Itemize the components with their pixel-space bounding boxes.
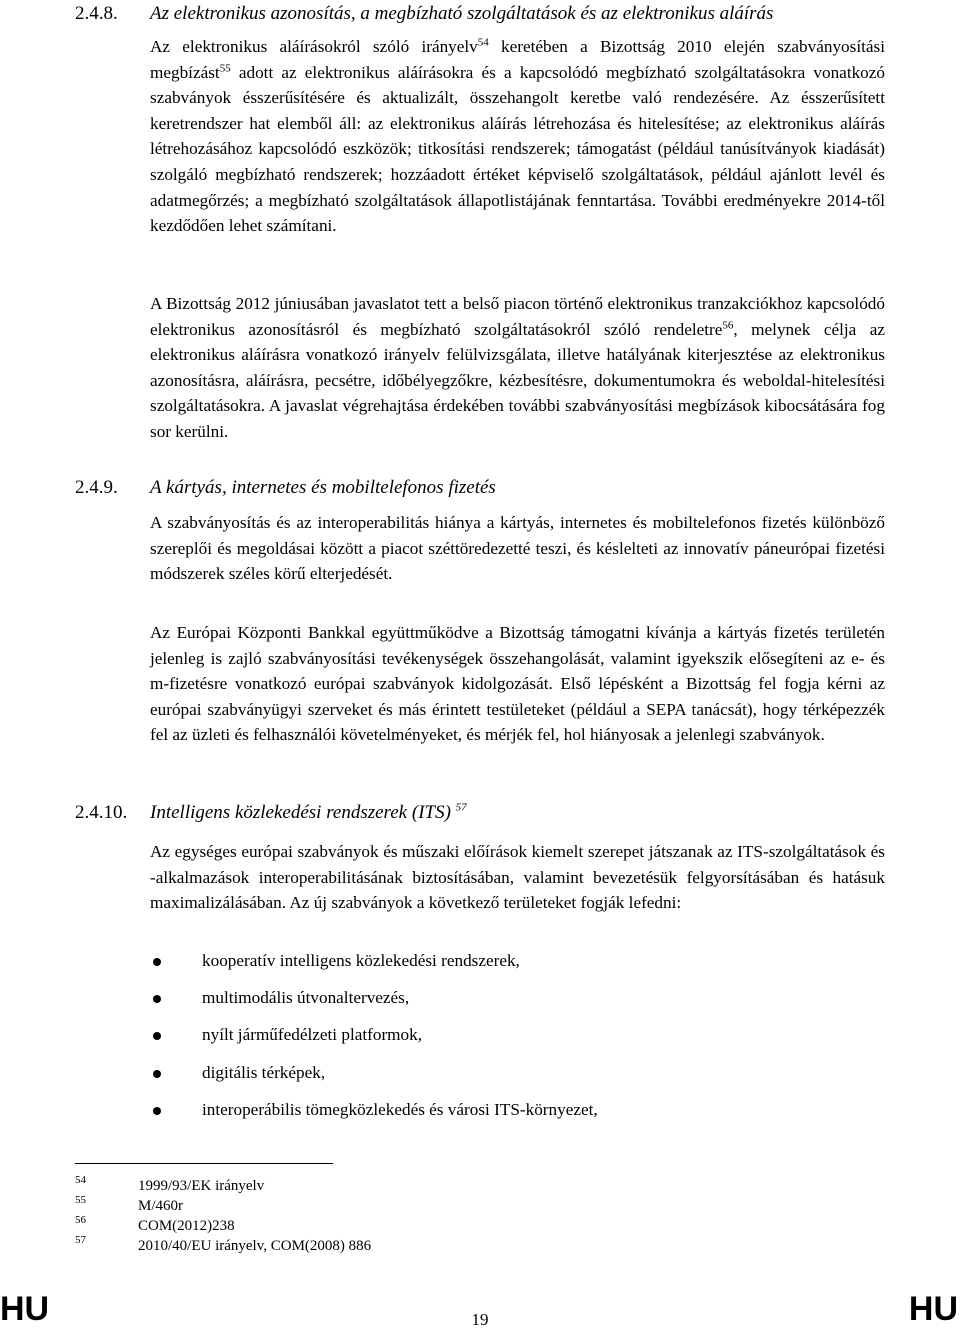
footnote-ref-55[interactable]: 55 (219, 61, 231, 74)
bullet-icon (153, 1107, 161, 1115)
section-title: A kártyás, internetes és mobiltelefonos fizetés (150, 477, 496, 498)
paragraph-eid-regulation: A Bizottság 2012 júniusában javaslatot tett a belső piacon történő elektronikus tranzakciókhoz kapcsolódó elektronikus azonosításról és megbízható szolgáltatásokról szóló rendeletre$^{56}$, melynek célja az elektronikus aláírásra vonatkozó irányelv felülvizsgálata, illetve hatályának kiterjesztése az elektronikus azonosításra, aláírásra, pecsétre, időbélyegzőkre, kézbesítésre, dokumentumokra és weboldal-hitelesítési szolgáltatásokra. A javaslat végrehajtása érdekében további szabványosítási megbízások kibocsátására fog sor kerülni. (150, 294, 885, 441)
bullet-icon (153, 1032, 161, 1040)
footnote-ref-57[interactable]: 57 (455, 801, 467, 814)
footnote-separator (75, 1163, 333, 1164)
section-number: 2.4.8. (75, 3, 118, 24)
footnote-ref-56[interactable]: 56 (722, 318, 734, 331)
list-item: digitális térképek, (150, 1060, 598, 1097)
list-item: interoperábilis tömegközlekedés és városi ITS-környezet, (150, 1097, 598, 1134)
list-item: kooperatív intelligens közlekedési rendszerek, (150, 948, 598, 985)
section-title: Intelligens közlekedési rendszerek (ITS) $^{57}$ (150, 801, 467, 823)
paragraph-payment-fragmentation: A szabványosítás és az interoperabilitás hiánya a kártyás, internetes és mobiltelefonos fizetés különböző szereplői és megoldásai között a piacot széttöredezetté teszi, és késlelteti az innovatív páneurópai fizetési módszerek széles körű elterjedését. (150, 513, 885, 584)
list-item: nyílt járműfedélzeti platformok, (150, 1022, 598, 1059)
its-areas-list (150, 948, 598, 1134)
section-title: Az elektronikus azonosítás, a megbízható szolgáltatások és az elektronikus aláírás (150, 3, 774, 24)
section-heading-249 (75, 477, 496, 499)
bullet-icon (153, 1070, 161, 1078)
list-item: multimodális útvonaltervezés, (150, 985, 598, 1022)
section-heading-2410 (75, 801, 467, 824)
footer-language-left: HU (0, 1290, 50, 1328)
page-number: 19 (471, 1310, 489, 1329)
section-heading-248 (75, 3, 774, 25)
bullet-icon (153, 995, 161, 1003)
footer-language-right: HU (908, 1290, 958, 1328)
paragraph-ecb-cooperation: Az Európai Központi Bankkal együttműködve a Bizottság támogatni kívánja a kártyás fizetés területén jelenleg is zajló szabványosítási tevékenységek összehangolását, valamint igyekszik elősegíteni az e- és m-fizetésre vonatkozó európai szabványok kidolgozását. Első lépésként a Bizottság fel fogja kérni az európai szabványügyi szerveket és más érintett testületeket (például a SEPA tanácsát), hogy térképezzék fel az üzleti és felhasználói követelményeket, és mérjék fel, hol hiányosak a jelenlegi szabványok. (150, 623, 885, 745)
paragraph-esignature-framework: Az elektronikus aláírásokról szóló irányelv$^{54}$ keretében a Bizottság 2010 elején szabványosítási megbízást$^{55}$ adott az elektronikus aláírásokra és a kapcsolódó megbízható szolgáltatásokra vonatkozó szabványok ésszerűsítésére és aktualizált, összehangolt keretbe való rendezésére. Az ésszerűsített keretrendszer hat elemből áll: az elektronikus aláírás létrehozása és hitelesítése; az elektronikus aláírás létrehozásához kapcsolódó eszközök; titkosítási rendszerek; támogatást (például tanúsítványok kiadását) szolgáló megbízható rendszerek; hozzáadott értéket képviselő szolgáltatások, például ajánlott levél és adatmegőrzés; a megbízható szolgáltatások állapotlistájának fenntartása. További eredményekre 2014-től kezdődően lehet számítani. (150, 36, 885, 236)
paragraph-its-standards: Az egységes európai szabványok és műszaki előírások kiemelt szerepet játszanak az ITS-szolgáltatások és -alkalmazások interoperabilitásának biztosításában, valamint bevezetésük felgyorsításában és hatásuk maximalizálásában. Az új szabványok a következő területeket fogják lefedni: (150, 842, 885, 913)
section-number: 2.4.10. (75, 802, 128, 823)
bullet-icon (153, 958, 161, 966)
section-number: 2.4.9. (75, 477, 118, 498)
footnote-ref-54[interactable]: 54 (477, 36, 489, 49)
